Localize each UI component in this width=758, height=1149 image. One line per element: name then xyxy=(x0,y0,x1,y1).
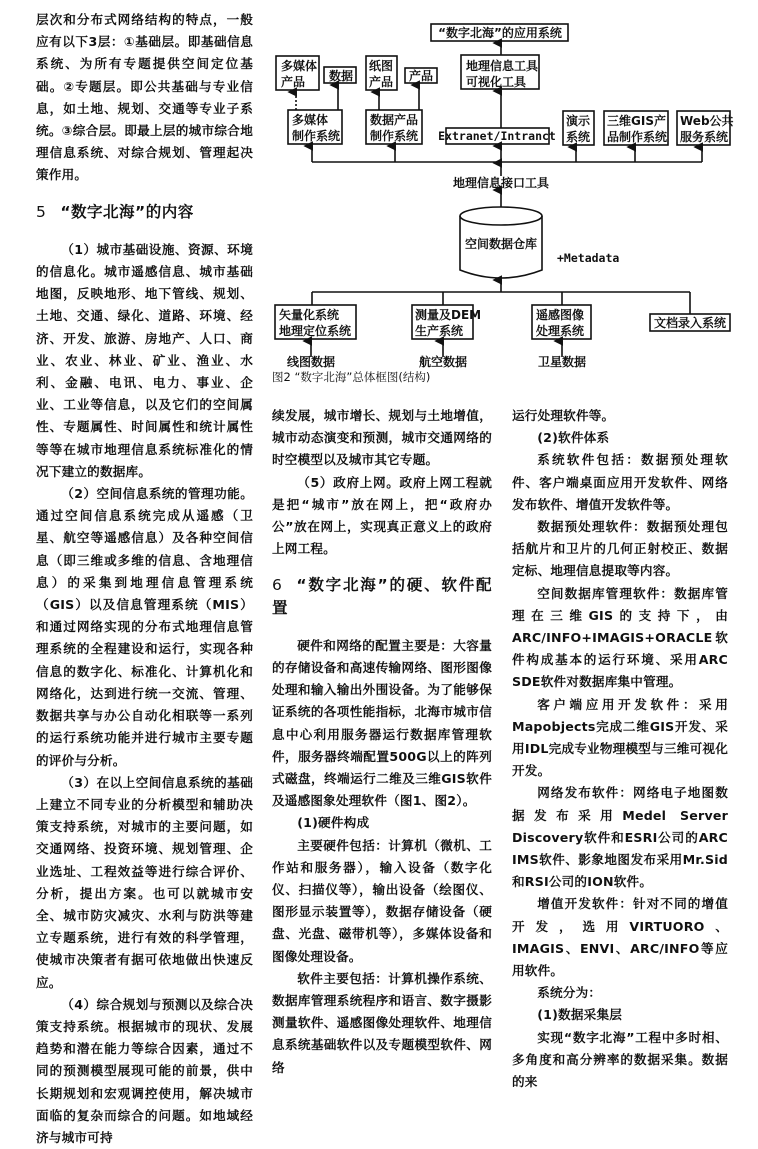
product-label: 产品 xyxy=(409,69,434,83)
section-6-title: “数字北海”的硬、软件配置 xyxy=(272,576,492,617)
paragraph-2: （2）空间信息系统的管理功能。通过空间信息系统完成从遥感（卫星、航空等遥感信息）及各种空间信息（即三维或多维的信息、含地理信息）的采集到地理信息管理系统（GIS）以及信息管理系统（MIS）和通过网络实现的分布式地理信息管理系统的全程建设和运行，实现各种信息的数字化、标准化、计算机化和网络化，达到进行统一交流、管理、数据共享与办公自动化相联等一系列的运行系统功能并进行城市主要专题的评价与分析。 xyxy=(36,486,253,768)
gis-tools-label-2: 可视化工具 xyxy=(466,75,527,89)
software-heading: (2)软件体系 xyxy=(537,430,610,446)
paragraph-1: （1）城市基础设施、资源、环境的信息化。城市遥感信息、城市基础地图，反映地形、地下管线、规划、土地、交通、绿化、道路、环境、经济、开发、旅游、房地产、人口、商业、农业、林业、矿业、渔业、水利、金融、电讯、电力、事业、企业、工业等信息，以及它们的空间属性、专题属性、时间属性和统计属性等等在城市地理信息系统标准化的情况下建立的数据库。 xyxy=(36,241,253,479)
paragraph-6: 硬件和网络的配置主要是：大容量的存储设备和高速传输网络、图形图像处理和输入输出外围设备。为了能够保证系统的各项性能指标，北海市城市信息中心利用服务器运行数据库管理软件，服务器终端配置500G以上的阵列式磁盘，终端运行二维及三维GIS软件及遥感图象处理软件（图1、图2）。 xyxy=(272,637,492,809)
paragraph-14: 增值开发软件：针对不同的增值开发，选用VIRTUORO、IMAGIS、ENVI、ARC/INFO等应用软件。 xyxy=(512,896,728,979)
dp-system-label-1: 数据产品 xyxy=(370,113,419,127)
figure-2-diagram xyxy=(270,0,758,370)
data-label: 数据 xyxy=(329,69,354,83)
warehouse-label: 空间数据仓库 xyxy=(464,237,538,251)
paragraph-16: 实现“数字北海”工程中多时相、多角度和高分辨率的数据采集。数据的来 xyxy=(512,1029,728,1090)
line-data-label: 线图数据 xyxy=(286,355,336,369)
column-1 xyxy=(36,9,253,1149)
aerial-data-label: 航空数据 xyxy=(418,355,468,369)
rs-label-2: 处理系统 xyxy=(536,324,585,338)
section-5-number: 5 xyxy=(36,202,47,221)
paragraph-13: 网络发布软件：网络电子地图数据发布采用Medel Server Discovery软件和ESRI公司的ARC IMS软件、影象地图发布采用Mr.Sid和RSI公司的ION软件。 xyxy=(512,785,728,890)
mm-system-label-1: 多媒体 xyxy=(292,113,329,127)
column-3 xyxy=(512,405,728,1093)
paragraph-10: 数据预处理软件：数据预处理包括航片和卫片的几何正射校正、数据定标、地理信息提取等内容。 xyxy=(512,519,728,579)
paragraph-8: 软件主要包括：计算机操作系统、数据库管理系统程序和语言、数字摄影测量软件、遥感图像处理软件、地理信息系统基础软件以及专题模型软件、网络 xyxy=(272,970,492,1075)
section-5-heading xyxy=(36,201,253,223)
intro-paragraph: 层次和分布式网络结构的特点，一般应有以下3层：①基础层。即基础信息系统、为所有专题提供空间定位基础。②专题层。即公共基础与专业信息，如土地、规划、交通等专业子系统。③综合层。即最上层的城市综合地理信息系统、对综合规划、管理起决策作用。 xyxy=(36,12,253,183)
data-layer-heading: (1)数据采集层 xyxy=(537,1007,623,1023)
demo-label-2: 系统 xyxy=(566,130,591,144)
column-2 xyxy=(272,405,492,1079)
paragraph-4: （4）综合规划与预测以及综合决策支持系统。根据城市的现状、发展趋势和潜在能力等综合因素，通过不同的预测模型展现可能的前景，供中长期规划和宏观调控使用，解决城市面临的复杂而综合的问题。如地域经济与城市可持 xyxy=(36,996,253,1145)
paragraph-15: 系统分为： xyxy=(537,985,602,1001)
paragraph-12: 客户端应用开发软件：采用Mapobjects完成二维GIS开发、采用IDL完成专业物理模型与三维可视化开发。 xyxy=(512,696,728,779)
gis-tools-label-1: 地理信息工具 xyxy=(466,59,539,73)
paragraph-7: 主要硬件包括：计算机（微机、工作站和服务器），输入设备（数字化仪、扫描仪等），输出设备（绘图仪、图形显示装置等），数据存储设备（硬盘、光盘、磁带机等），多媒体设备和图像处理设备。 xyxy=(272,837,492,964)
gis3d-label-1: 三维GIS产 xyxy=(607,114,666,128)
metadata-label: +Metadata xyxy=(557,251,620,265)
paragraph-4-continued: 续发展，城市增长、规划与土地增值，城市动态演变和预测，城市交通网络的时空模型以及城市其它专题。 xyxy=(272,408,492,468)
paragraph-11: 空间数据库管理软件：数据库管理在三维GIS的支持下，由ARC/INFO+IMAGIS+ORACLE软件构成基本的运行环境、采用ARC SDE软件对数据库集中管理。 xyxy=(512,585,728,690)
paragraph-5: （5）政府上网。政府上网工程就是把“城市”放在网上，把“政府办公”放在网上，实现真正意义上的政府上网工程。 xyxy=(272,474,492,557)
satellite-data-label: 卫星数据 xyxy=(537,355,587,369)
paragraph-9: 系统软件包括：数据预处理软件、客户端桌面应用开发软件、网络发布软件、增值开发软件等。 xyxy=(512,452,728,512)
multimedia-product-label-2: 产品 xyxy=(281,75,306,89)
rs-label-1: 遥感图像 xyxy=(536,308,585,322)
demo-label-1: 演示 xyxy=(566,114,591,128)
vector-label-1: 矢量化系统 xyxy=(279,308,340,322)
doc-entry-label: 文档录入系统 xyxy=(653,316,727,330)
gis3d-label-2: 品制作系统 xyxy=(607,130,668,144)
hardware-heading: (1)硬件构成 xyxy=(297,815,370,831)
section-6-heading xyxy=(272,574,492,618)
mm-system-label-2: 制作系统 xyxy=(292,129,341,143)
paragraph-3: （3）在以上空间信息系统的基础上建立不同专业的分析模型和辅助决策支持系统，对城市的主要问题，如交通网络、投资环境、规划管理、企业选址、工程效益等进行综合评价、分析，提出方案。也可以就城市安全、城市防灾减灾、水利与防洪等建立专题系统，进行有效的科学管理，使城市决策者有据可依地做出快速反应。 xyxy=(36,774,253,990)
figure-caption: 图2 “数字北海”总体框图(结构) xyxy=(272,370,431,384)
multimedia-product-label-1: 多媒体 xyxy=(281,59,318,73)
extranet-label: Extranet/Intranct xyxy=(438,129,556,143)
vector-label-2: 地理定位系统 xyxy=(279,324,352,338)
section-6-number: 6 xyxy=(272,576,283,595)
section-5-title: “数字北海”的内容 xyxy=(60,202,194,221)
paper-map-label-1: 纸图 xyxy=(369,59,394,73)
web-label-1: Web公共 xyxy=(680,114,734,128)
app-system-label: “数字北海”的应用系统 xyxy=(438,26,562,40)
paragraph-8-continued: 运行处理软件等。 xyxy=(512,408,615,423)
dem-label-2: 生产系统 xyxy=(415,324,464,338)
web-label-2: 服务系统 xyxy=(680,130,729,144)
dem-label-1: 测量及DEM xyxy=(415,308,482,322)
paper-map-label-2: 产品 xyxy=(369,75,394,89)
interface-tools-label: 地理信息接口工具 xyxy=(452,176,550,190)
dp-system-label-2: 制作系统 xyxy=(370,129,419,143)
